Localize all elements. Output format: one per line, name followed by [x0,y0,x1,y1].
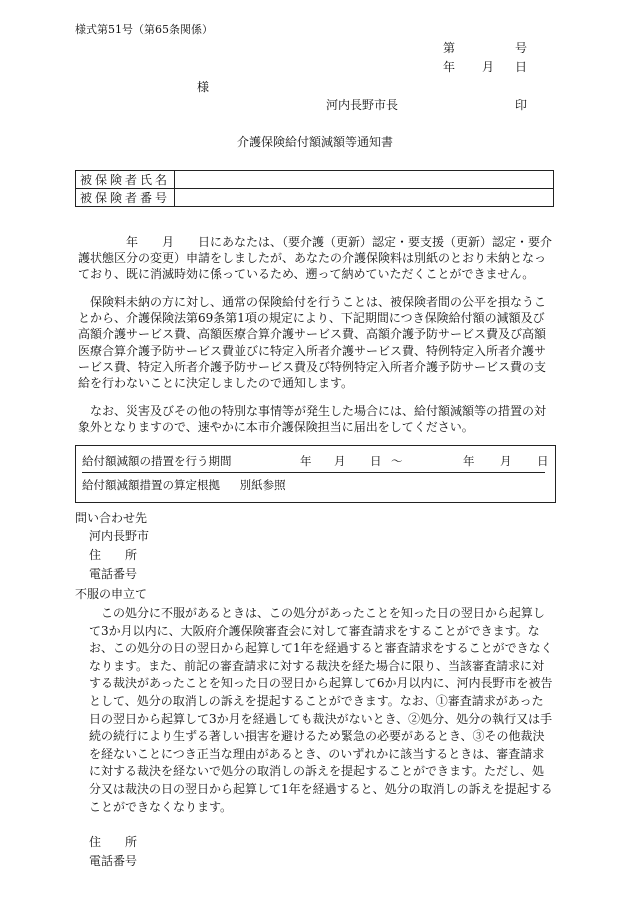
appeal-address-label: 住 所 [89,835,138,849]
appeal-paragraph: この処分に不服があるときは、この処分があったことを知った日の翌日から起算して3か月以内に、大阪府介護保険審査会に対して審査請求をすることができます。なお、この処分の日の翌日から起算して1年を経過すると審査請求をすることができなくなります。また、前記の審査請求に対する裁決を経た場合に限り、当該審査請求に対する裁決があったことを知った日の翌日から起算して6か月以内に、河内長野市を被告として、処分の取消しの訴えを提起することができます。なお、①審査請求があった日の翌日から起算して3か月を経過しても裁決がないとき、②処分、処分の執行又は手続の続行により生ずる著しい損害を避けるため緊急の必要があるとき、③その他裁決を経ないことにつき正当な理由があるとき、のいずれかに該当するときは、審査請求に対する裁決を経ないで処分の取消しの訴えを提起することができます。ただし、処分又は裁決の日の翌日から起算して1年を経過すると、処分の取消しの訴えを提起することができなくなります。 [89,606,553,814]
body-paragraph-1: 年 月 日にあなたは、（要介護（更新）認定・要支援（更新）認定・要介護状態区分の変更）申請をしましたが、あなたの介護保険料は別紙のとおり未納となっており、既に消滅時効に係っているため、遡って納めていただくことができません。 [78,235,553,282]
period-end-day: 日 [537,454,549,468]
date-year: 年 [443,60,456,74]
period-row [82,454,549,470]
table-row [76,189,554,207]
doc-number-prefix: 第 [443,41,456,55]
insured-name-value [175,171,554,189]
period-start-year: 年 [300,454,312,468]
reduction-period-box [75,445,556,503]
insured-number-value [175,189,554,207]
contact-heading: 問い合わせ先 [75,511,148,525]
period-label: 給付額減額の措置を行う期間 [82,454,232,468]
addressee-suffix: 様 [197,80,210,94]
contact-phone-label: 電話番号 [89,567,138,581]
contact-org: 河内長野市 [89,529,150,543]
doc-number-suffix: 号 [515,41,528,55]
document-title: 介護保険給付額減額等通知書 [236,135,393,149]
insured-info-table [75,170,554,207]
period-underline [82,472,545,473]
issuer-seal: 印 [515,98,528,112]
basis-row [82,480,286,492]
appeal-heading: 不服の申立て [75,587,148,601]
body-paragraph-2: 保険料未納の方に対し、通常の保険給付を行うことは、被保険者間の公平を損なうことから、介護保険法第69条第1項の規定により、下記期間につき保険給付額の減額及び高額介護サービス費、高額医療合算介護サービス費、高額介護予防サービス費及び高額医療合算介護予防サービス費並びに特定入所者介護サービス費、特例特定入所者介護サービス費、特定入所者介護予防サービス費及び特例特定入所者介護予防サービス費の支給を行わないことに決定しましたので通知します。 [78,295,547,391]
contact-address-label: 住 所 [89,548,138,562]
period-end-month: 月 [500,454,512,468]
period-start-month: 月 [334,454,346,468]
period-end-year: 年 [463,454,475,468]
date-day: 日 [515,60,528,74]
issuer-name: 河内長野市長 [326,98,399,112]
period-separator: ～ [391,454,403,468]
period-start-day: 日 [370,454,382,468]
table-row [76,171,554,189]
date-month: 月 [482,60,495,74]
insured-name-label: 被保険者氏名 [76,171,175,189]
basis-label: 給付額減額措置の算定根拠 [82,478,220,492]
appeal-phone-label: 電話番号 [89,854,138,868]
body-paragraph-3: なお、災害及びその他の特別な事情等が発生した場合には、給付額減額等の措置の対象外となりますので、速やかに本市介護保険担当に届出をしてください。 [78,404,547,435]
basis-value: 別紙参照 [239,478,286,492]
form-number: 様式第51号（第65条関係） [75,23,213,36]
insured-number-label: 被保険者番号 [76,189,175,207]
